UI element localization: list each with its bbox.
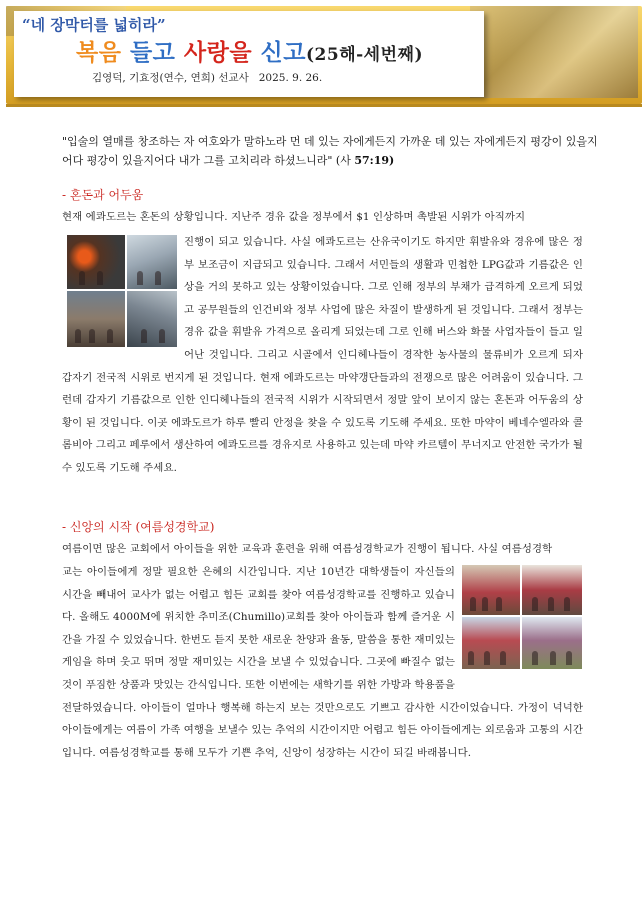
- issue-date: 2025. 9. 26.: [258, 72, 323, 84]
- verse-text: "입술의 열매를 창조하는 자 여호와가 말하노라 먼 데 있는 자에게든지 가까운 데 있는 자에게든지 평강이 있을지어다 평강이 있을지어다 내가 그를 고치리라 하셨느니라" (사: [62, 135, 598, 167]
- title-part-carry: 들고: [121, 39, 184, 66]
- section-chaos-line1: 현재 에콰도르는 혼돈의 상황입니다. 지난주 경유 값을 정부에서 $1 인상하며 촉발된 시위가 아직까지: [62, 211, 526, 223]
- section-chaos-text: 진행이 되고 있습니다. 사실 에콰도르는 산유국이기도 하지만 휘발유와 경유에 많은 정부 보조금이 지급되고 있습니다. 그래서 서민들의 생활과 민첩한 LPG값과 기름값은 인상을 거의 못하고 있는 상황이었습니다. 그로 인해 정부의 부채가 급격하게 오르게 되었고 공무원들의 인건비와 정부 사업에 많은 차질이 발생하게 된 것입니다. 그래서 정부는 경유 값을 휘발유 가격으로 올리게 되었는데 그로 인해 버스와 화물 사업자들이 들고 일어난 것입니다. 그리고 시골에서 인디헤나들이 경작한 농사물의 물류비가 오르게 되자 갑자기 전국적 시위로 번지게 된 것입니다. 현재 에콰도르는 마약갱단들과의 전쟁으로 많은 어려움이 있습니다. 그런데 갑자기 기름값으로 인한 인디헤나들의 전국적 시위가 시작되면서 정말 앞이 보이지 않는 혼돈과 어두움의 상황이 된 것입니다. 이곳 에콰도르가 하루 빨리 안정을 찾을 수 있도록 기도해 주세요. 또한 마약이 베네수엘라와 콜롬비아 그리고 페루에서 생산하여 에콰도르를 경유지로 사용하고 있는데 마약 카르텔이 무너지고 안전한 국가가 될 수 있도록 기도해 주세요.: [62, 236, 583, 474]
- section-chaos-body: [62, 231, 583, 480]
- section-faith-line1: 여름이면 많은 교회에서 아이들을 위한 교육과 훈련을 위해 여름성경학교가 진행이 됩니다. 사실 여름성경학: [62, 543, 553, 555]
- title-part-gospel: 복음: [76, 39, 122, 66]
- section-chaos-first-line: [62, 206, 602, 229]
- newsletter-title: [76, 34, 423, 67]
- section-faith-text: 교는 아이들에게 정말 필요한 은혜의 시간입니다. 지난 10년간 대학생들이 자신들의 시간을 빼내어 교사가 없는 어렵고 힘든 교회를 찾아 여름성경학교를 진행하고 있습니다. 올해도 4000M에 위치한 추미조(Chumillo)교회를 찾아 아이들과 함께 즐거운 시간을 가질 수 있었습니다. 한번도 듣지 못한 새로운 찬양과 율동, 말씀을 통한 재미있는 게임을 하며 웃고 뛰며 정말 재미있는 시간을 보낼 수 있었습니다. 그곳에 빠질수 없는 것이 푸짐한 상품과 맛있는 간식입니다. 또한 이번에는 새학기를 위한 가방과 학용품을 전달하였습니다. 아이들이 얼마나 행복해 하는지 보는 것만으로도 기쁘고 감사한 시간이었습니다. 가정이 넉넉한 아이들에게는 여름이 가족 여행을 보낼수 있는 추억의 시간이지만 어렵고 힘든 아이들에게는 외로움과 고통의 시간입니다. 여름성경학교를 통해 모두가 기쁜 추억, 신앙이 성장하는 시간이 되길 바래봅니다.: [62, 566, 583, 759]
- author-names: 김영덕, 기효정(연수, 연희) 선교사: [92, 72, 249, 84]
- title-part-wear: 신고: [252, 39, 306, 66]
- header-quote: “네 장막터를 넓히라”: [22, 16, 166, 34]
- title-part-love: 사랑을: [183, 39, 253, 66]
- section-faith-first-line: [62, 538, 602, 561]
- section-title-faith: - 신앙의 시작 (여름성경학교): [62, 520, 215, 534]
- author-line: [92, 70, 322, 85]
- verse-reference: 57:19): [354, 154, 395, 167]
- bible-verse: [62, 132, 602, 170]
- header-divider: [6, 104, 642, 107]
- section-title-chaos: - 혼돈과 어두움: [62, 188, 144, 202]
- title-part-issue: (25해-세번째): [306, 45, 423, 65]
- banner-photo-right: [470, 6, 638, 98]
- photo-wrap-spacer: [455, 561, 583, 675]
- photo-wrap-spacer: [62, 231, 184, 366]
- section-faith-body: [62, 561, 583, 764]
